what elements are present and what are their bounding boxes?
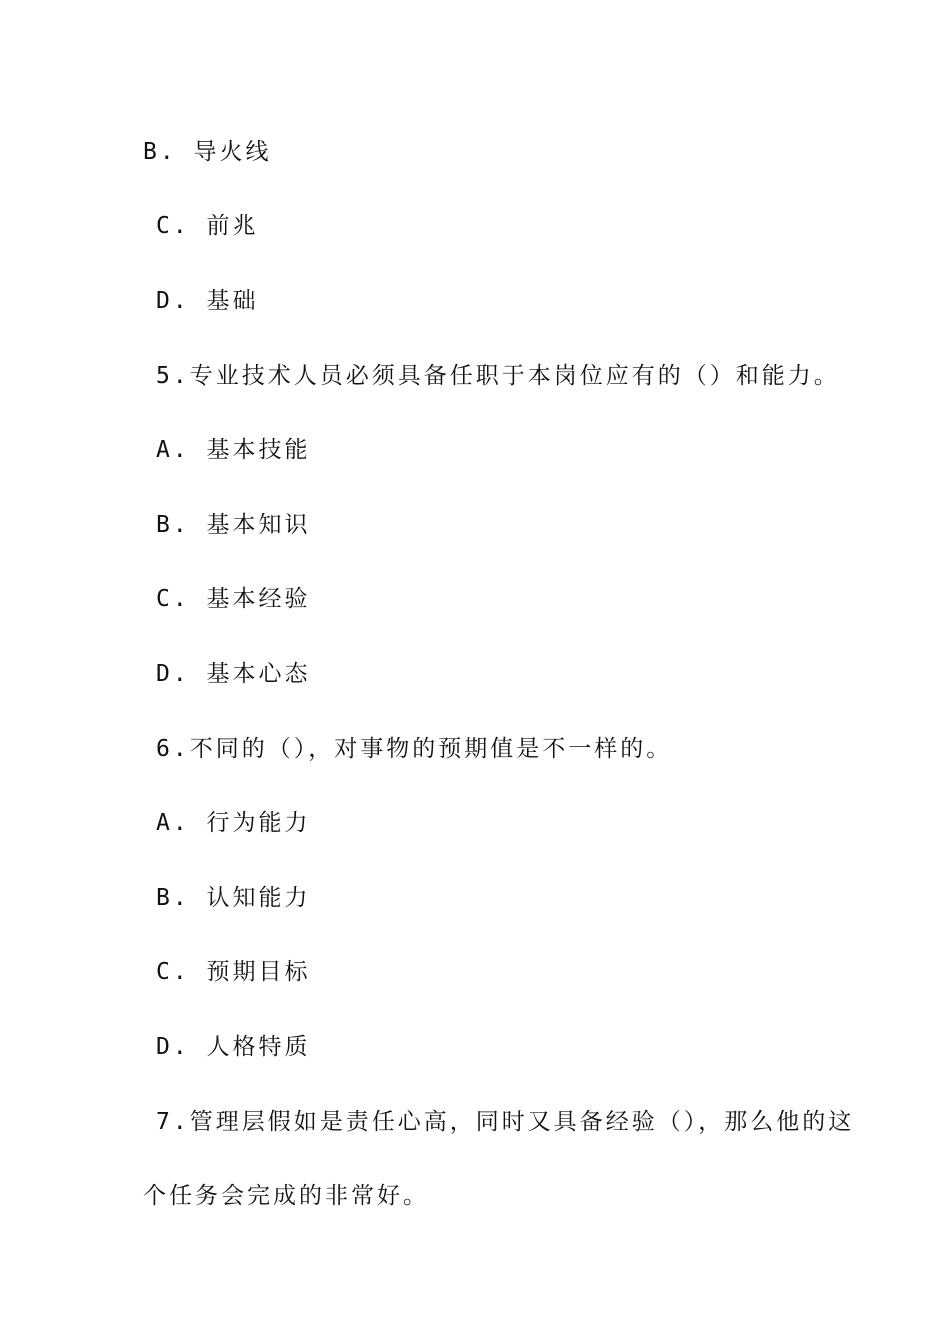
question-5-option-c: C. 基本经验 [156, 586, 311, 612]
question-6-option-a: A. 行为能力 [156, 810, 311, 836]
question-6-option-b: B. 认知能力 [156, 885, 311, 911]
question-5-option-a: A. 基本技能 [156, 437, 311, 463]
question-6-text: 6.不同的（），对事物的预期值是不一样的。 [156, 736, 673, 762]
question-7-text-line-1: 7.管理层假如是责任心高，同时又具备经验（），那么他的这 [156, 1109, 855, 1135]
question-7-text-line-2: 个任务会完成的非常好。 [143, 1183, 429, 1209]
question-5-option-d: D. 基本心态 [156, 661, 311, 687]
option-b-line: B. 导火线 [143, 139, 272, 165]
question-6-option-d: D. 人格特质 [156, 1034, 311, 1060]
question-5-text: 5.专业技术人员必须具备任职于本岗位应有的（）和能力。 [156, 363, 840, 389]
question-5-option-b: B. 基本知识 [156, 512, 311, 538]
question-6-option-c: C. 预期目标 [156, 959, 311, 985]
option-d-line: D. 基础 [156, 288, 259, 314]
option-c-line: C. 前兆 [156, 213, 259, 239]
